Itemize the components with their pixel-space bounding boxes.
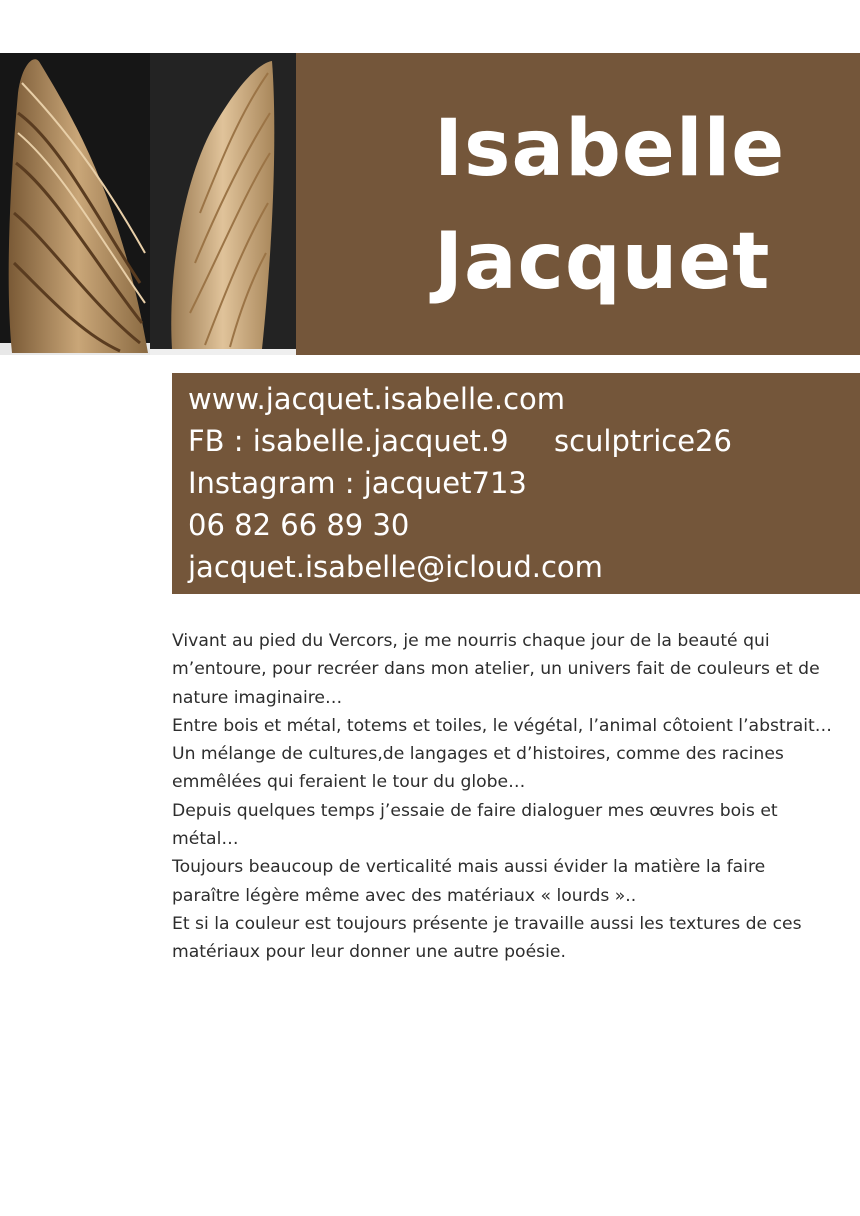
statement-paragraph: Entre bois et métal, totems et toiles, le végétal, l’animal côtoient l’abstrait…	[172, 715, 832, 736]
sculpture-illustration	[0, 53, 296, 355]
name-banner	[296, 53, 860, 355]
statement-paragraph: Vivant au pied du Vercors, je me nourris chaque jour de la beauté qui m’entoure, pour recréer dans mon atelier, un univers fait de couleurs et de nature imaginaire…	[172, 631, 820, 708]
instagram-link[interactable]: Instagram : jacquet713	[188, 466, 527, 500]
statement-paragraph: Depuis quelques temps j’essaie de faire dialoguer mes œuvres bois et métal…	[172, 800, 778, 850]
email-link[interactable]: jacquet.isabelle@icloud.com	[188, 550, 603, 584]
phone-number[interactable]: 06 82 66 89 30	[188, 508, 410, 542]
handle-text: sculptrice26	[554, 424, 732, 458]
first-name: Isabelle	[434, 104, 786, 194]
statement-paragraph: Toujours beaucoup de verticalité mais aussi évider la matière la faire paraître légère même avec des matériaux « lourds »..	[172, 857, 766, 906]
artist-statement	[172, 627, 832, 967]
facebook-link[interactable]: FB : isabelle.jacquet.9	[188, 424, 509, 458]
statement-paragraph: Et si la couleur est toujours présente je travaille aussi les textures de ces matériaux pour leur donner une autre poésie.	[172, 913, 802, 963]
statement-paragraph: Un mélange de cultures,de langages et d’histoires, comme des racines emmêlées qui feraient le tour du globe…	[172, 744, 784, 793]
website-link[interactable]: www.jacquet.isabelle.com	[188, 382, 565, 416]
last-name: Jacquet	[434, 217, 771, 307]
contact-block	[172, 373, 860, 594]
sculpture-photo	[0, 53, 296, 355]
